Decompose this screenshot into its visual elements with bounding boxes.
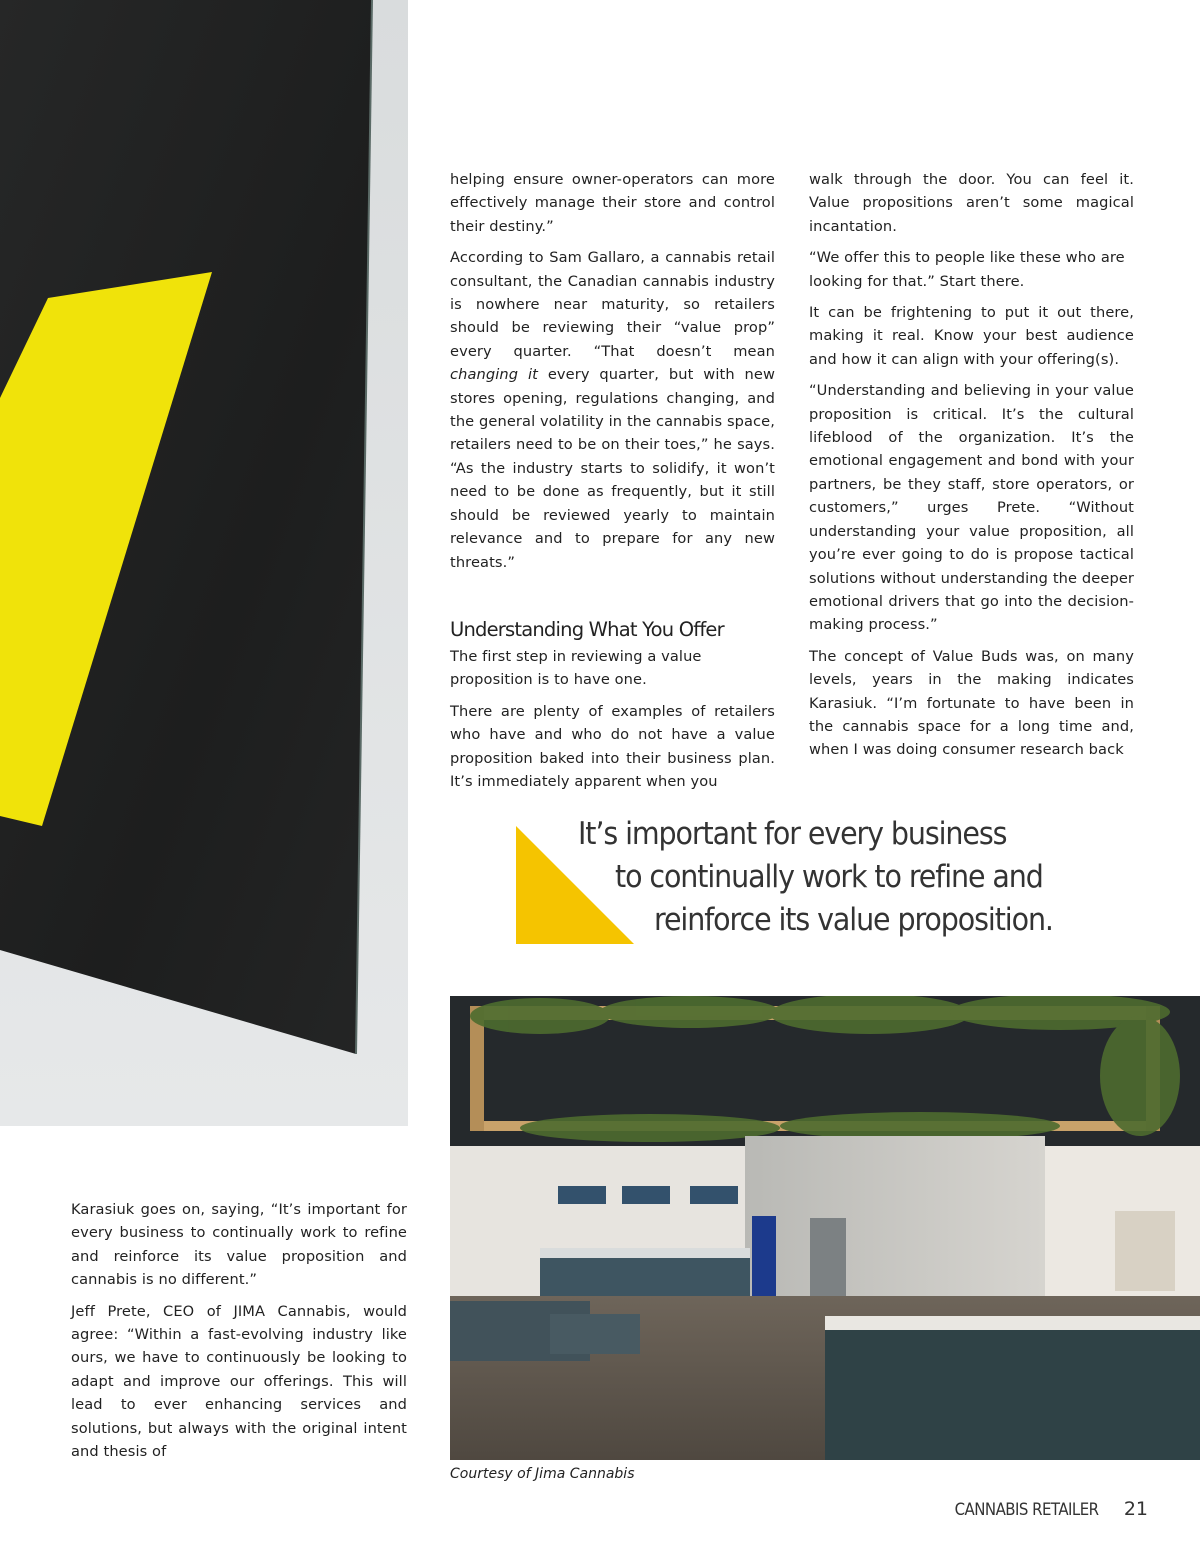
paragraph: It can be frightening to put it out there, making it real. Know your best audience and how it can align with your offering(s). [809, 304, 1134, 368]
pull-quote-line: reinforce its value proposition. [654, 902, 1053, 938]
article-column-right [809, 168, 1134, 770]
photo-caption: Courtesy of Jima Cannabis [450, 1466, 635, 1482]
paragraph: Karasiuk goes on, saying, “It’s important for every business to continually work to refine and reinforce its value proposition and cannabis is no different.” [71, 1201, 407, 1289]
page-folio [935, 1498, 1148, 1520]
paragraph: Jeff Prete, CEO of JIMA Cannabis, would agree: “Within a fast-evolving industry like ours, we have to continuously be looking to adapt and improve our offerings. This will lead to ever enhancing services and solutions, but always with the original intent and thesis of [71, 1302, 407, 1461]
pull-quote-line: It’s important for every business [578, 816, 1007, 852]
wall-art-photo [0, 0, 408, 1126]
paragraph: The concept of Value Buds was, on many levels, years in the making indicates Karasiuk. “I’m fortunate to have been in the cannabis space for a long time and, when I was doing consumer research back [809, 647, 1134, 759]
paragraph: The first step in reviewing a value proposition is to have one. [450, 647, 702, 689]
paragraph: According to Sam Gallaro, a cannabis retail consultant, the Canadian cannabis industry is nowhere near maturity, so retailers should be reviewing their “value prop” every quarter. “That doesn’t mean changing it every quarter, but with new stores opening, regulations changing, and the general volatility in the cannabis space, retailers need to be on their toes,” he says. “As the industry starts to solidify, it won’t need to be done as frequently, but it still should be reviewed yearly to maintain relevance and to prepare for any new threats.” [450, 249, 775, 571]
paragraph: walk through the door. You can feel it. Value propositions aren’t some magical incantation. [809, 171, 1134, 235]
article-column-left [71, 1198, 407, 1471]
article-column-middle [450, 168, 775, 801]
pull-quote-line: to continually work to refine and [615, 859, 1043, 895]
store-interior-photo [450, 996, 1200, 1460]
paragraph: There are plenty of examples of retailers who have and who do not have a value proposition baked into their business plan. It’s immediately apparent when you [450, 702, 775, 790]
section-heading: Understanding What You Offer [450, 617, 724, 641]
emphasis: changing it [450, 366, 538, 384]
paragraph: “We offer this to people like these who are looking for that.” Start there. [809, 249, 1125, 290]
publication-name: CANNABIS RETAILER [954, 1500, 1099, 1520]
paragraph: helping ensure owner-operators can more effectively manage their store and control their destiny.” [450, 171, 775, 235]
page-number: 21 [1123, 1498, 1148, 1520]
paragraph: “Understanding and believing in your value proposition is critical. It’s the cultural lifeblood of the organization. It’s the emotional engagement and bond with your partners, be they staff, store operators, or customers,” urges Prete. “Without understanding your value proposition, all you’re ever going to do is propose tactical solutions without understanding the deeper emotional drivers that go into the decision-making process.” [809, 382, 1134, 634]
